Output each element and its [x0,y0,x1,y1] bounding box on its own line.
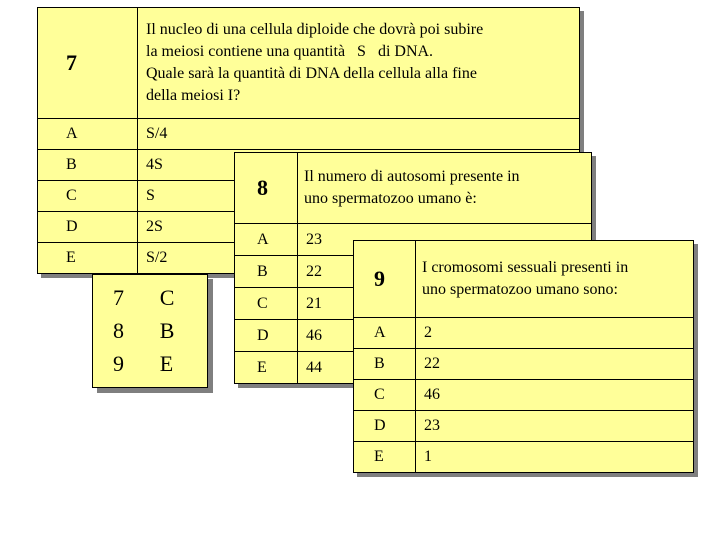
option-row [354,380,694,411]
option-text: S/4 [138,119,580,150]
question-text-line: Quale sarà la quantità di DNA della cellula alla fine [146,65,477,82]
option-letter: D [354,411,416,442]
option-row [354,349,694,380]
answer-key-row [113,347,207,380]
question-text-line: della meiosi I? [146,87,241,104]
answer-question-number: 8 [113,317,124,343]
option-text: 22 [416,349,694,380]
option-letter: B [38,150,138,181]
option-row [354,411,694,442]
option-letter: E [354,442,416,473]
answer-letter: B [159,317,175,343]
option-text: 23 [416,411,694,442]
option-text: S [138,181,580,212]
question-text [416,241,694,318]
option-text: 21 [298,288,592,320]
option-letter: B [235,256,298,288]
option-text: 23 [298,224,592,256]
answer-question-number: 9 [113,350,124,376]
question-text-line: Il numero di autosomi presente in [304,168,520,185]
answer-question-number: 7 [113,284,124,310]
answer-letter: E [159,350,174,376]
option-row [354,318,694,349]
option-text: 4S [138,150,580,181]
option-letter: A [354,318,416,349]
option-text: 46 [416,380,694,411]
option-letter: E [235,352,298,384]
option-letter: A [235,224,298,256]
question-text-line: Il nucleo di una cellula diploide che dovrà poi subire [146,21,484,38]
question-number: 8 [235,153,298,224]
question-text [298,153,592,224]
option-text: 1 [416,442,694,473]
option-row [354,442,694,473]
answer-key-table [113,281,207,380]
question-text-line: la meiosi contiene una quantità S di DNA. [146,43,434,60]
option-text: 2S [138,212,580,243]
option-text: 44 [298,352,592,384]
question-number: 7 [38,8,138,119]
option-letter: A [38,119,138,150]
answer-key-box [92,274,208,388]
option-text: 2 [416,318,694,349]
option-letter: C [354,380,416,411]
question-number: 9 [354,241,416,318]
option-text: 46 [298,320,592,352]
option-row [38,119,580,150]
answer-key-row [113,281,207,314]
answer-key-row [113,314,207,347]
option-letter: D [38,212,138,243]
option-letter: B [354,349,416,380]
question-text-line: uno spermatozoo umano è: [304,190,477,207]
option-text: S/2 [138,243,580,274]
question-text [138,8,580,119]
option-letter: D [235,320,298,352]
question-9-table [353,240,694,473]
answer-letter: C [159,284,175,310]
question-text-line: uno spermatozoo umano sono: [422,281,618,298]
question-text-line: I cromosomi sessuali presenti in [422,259,629,276]
option-text: 22 [298,256,592,288]
option-letter: C [235,288,298,320]
option-letter: C [38,181,138,212]
option-letter: E [38,243,138,274]
